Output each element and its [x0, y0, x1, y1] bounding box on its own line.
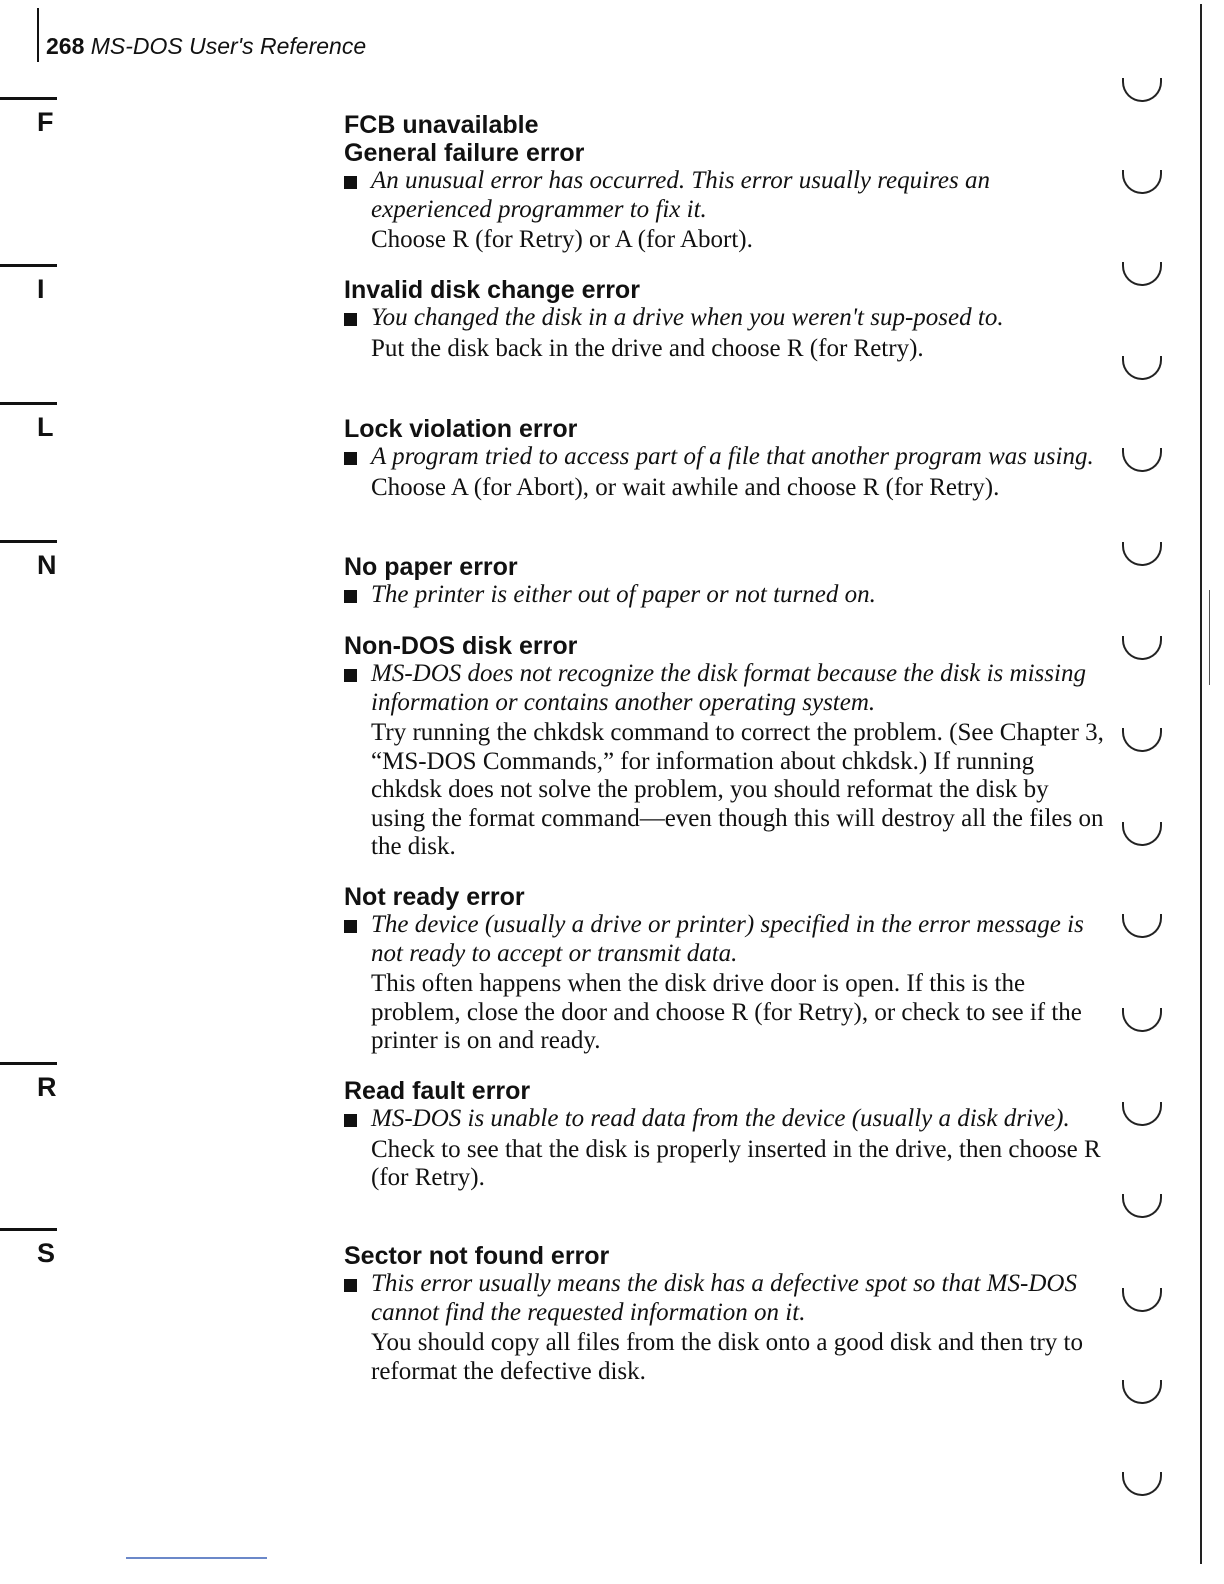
bullet-icon	[344, 1279, 357, 1292]
entry-description	[344, 581, 1104, 610]
entry-description	[344, 167, 1104, 224]
entry-action: This often happens when the disk drive door is open. If this is the problem, close the door and choose R (for Retry), or check to see if the printer is on and ready.	[371, 970, 1082, 1054]
entry-description-text: The device (usually a drive or printer) specified in the error message is not ready to accept or transmit data.	[371, 911, 1084, 967]
entry-sector-not-found	[344, 1242, 1104, 1386]
binder-hole-icon	[1122, 728, 1162, 752]
bullet-icon	[344, 669, 357, 682]
binder-hole-icon	[1122, 78, 1162, 102]
binder-hole-icon	[1122, 1102, 1162, 1126]
page-number: 268	[46, 33, 85, 59]
entry-heading: Read fault error	[344, 1077, 531, 1105]
entry-invalid-disk-change	[344, 276, 1104, 363]
entry-heading: Not ready error	[344, 883, 525, 911]
index-tab-letter: S	[37, 1238, 56, 1268]
entry-description	[344, 443, 1104, 472]
index-tab-s	[0, 1228, 60, 1267]
entry-heading: Invalid disk change error	[344, 276, 640, 304]
entry-heading: Lock violation error	[344, 415, 578, 443]
entry-description-text: MS-DOS is unable to read data from the device (usually a disk drive).	[371, 1105, 1070, 1132]
bullet-icon	[344, 920, 357, 933]
entry-description	[344, 1105, 1104, 1134]
binder-hole-icon	[1122, 542, 1162, 566]
index-tab-l	[0, 402, 60, 441]
index-tab-letter: I	[37, 274, 45, 304]
index-tab-r	[0, 1062, 60, 1101]
entry-description	[344, 304, 1104, 333]
entry-description	[344, 911, 1104, 968]
entry-lock-violation	[344, 415, 1104, 502]
entry-read-fault	[344, 1077, 1104, 1193]
bullet-icon	[344, 590, 357, 603]
binder-hole-icon	[1122, 1194, 1162, 1218]
index-tab-letter: F	[37, 107, 54, 137]
binder-hole-icon	[1122, 1472, 1162, 1496]
entry-action: Check to see that the disk is properly inserted in the drive, then choose R (for Retry).	[371, 1135, 1101, 1191]
entry-action: Put the disk back in the drive and choose R (for Retry).	[371, 334, 924, 362]
entry-heading: FCB unavailable	[344, 111, 539, 139]
entry-not-ready	[344, 883, 1104, 1056]
entry-description	[344, 660, 1104, 717]
binding-edge-mark	[1209, 590, 1210, 685]
entry-heading: General failure error	[344, 139, 585, 167]
bullet-icon	[344, 1114, 357, 1127]
book-title: MS-DOS User's Reference	[90, 33, 367, 59]
entry-heading: Sector not found error	[344, 1242, 610, 1270]
index-tab-letter: R	[37, 1072, 57, 1102]
binder-hole-icon	[1122, 262, 1162, 286]
entry-description-text: This error usually means the disk has a defective spot so that MS-DOS cannot find the requested information on it.	[371, 1270, 1077, 1326]
binder-hole-icon	[1122, 636, 1162, 660]
binder-hole-icon	[1122, 914, 1162, 938]
bullet-icon	[344, 313, 357, 326]
binder-hole-icon	[1122, 1380, 1162, 1404]
entry-action: Try running the chkdsk command to correct the problem. (See Chapter 3, “MS-DOS Commands,” for information about chkdsk.) If running chkdsk does not solve the problem, you should reformat the disk by using the format command—even though this will destroy all the files on the disk.	[371, 719, 1104, 860]
entry-heading: Non-DOS disk error	[344, 632, 578, 660]
binder-hole-icon	[1122, 1288, 1162, 1312]
entry-fcb-unavailable	[344, 111, 1104, 139]
binder-hole-icon	[1122, 170, 1162, 194]
bullet-icon	[344, 176, 357, 189]
entry-action: Choose R (for Retry) or A (for Abort).	[371, 226, 753, 253]
index-tab-n	[0, 540, 60, 579]
entry-action: You should copy all files from the disk onto a good disk and then try to reformat the defective disk.	[371, 1329, 1083, 1385]
entry-description-text: An unusual error has occurred. This error usually requires an experienced programmer to fix it.	[371, 167, 990, 223]
entry-no-paper	[344, 553, 1104, 610]
footer-rule	[126, 1557, 267, 1559]
page-header	[46, 33, 366, 60]
index-tab-letter: N	[37, 550, 57, 580]
index-tab-i	[0, 264, 60, 303]
index-tab-letter: L	[37, 412, 54, 442]
entry-description	[344, 1270, 1104, 1327]
entry-description-text: MS-DOS does not recognize the disk format because the disk is missing information or contains another operating system.	[371, 660, 1086, 716]
binder-hole-icon	[1122, 822, 1162, 846]
entry-description-text: The printer is either out of paper or not turned on.	[371, 581, 876, 608]
entry-general-failure	[344, 139, 1104, 255]
binder-hole-icon	[1122, 1008, 1162, 1032]
entry-non-dos-disk	[344, 632, 1104, 862]
entry-description-text: You changed the disk in a drive when you weren't sup-posed to.	[371, 304, 1004, 331]
binder-hole-icon	[1122, 356, 1162, 380]
header-rule	[37, 8, 39, 62]
entry-description-text: A program tried to access part of a file that another program was using.	[371, 443, 1094, 470]
binding-edge	[1200, 4, 1202, 1564]
entry-action: Choose A (for Abort), or wait awhile and choose R (for Retry).	[371, 473, 1000, 501]
index-tab-f	[0, 97, 60, 136]
bullet-icon	[344, 452, 357, 465]
binder-hole-icon	[1122, 448, 1162, 472]
entry-heading: No paper error	[344, 553, 518, 581]
